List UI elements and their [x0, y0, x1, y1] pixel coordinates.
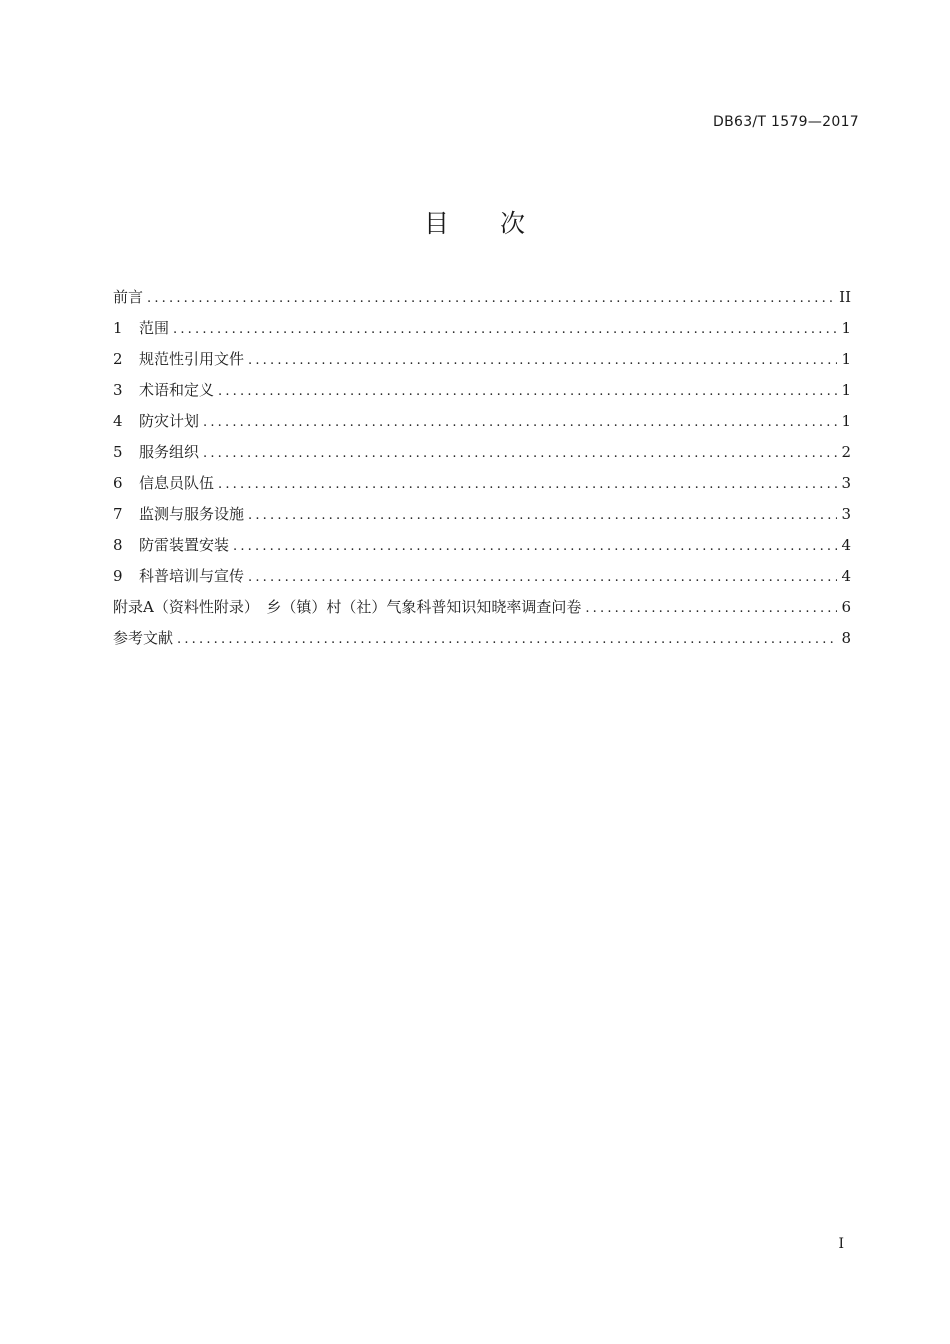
toc-entry-page: 6: [841, 598, 851, 616]
toc-entry-number: 8: [113, 536, 123, 554]
toc-entry-number: 4: [113, 412, 123, 430]
toc-entry-appendix-a[interactable]: [113, 596, 851, 627]
toc-entry-label: 前言: [113, 288, 144, 306]
toc-leader-dots: [203, 415, 837, 430]
toc-leader-dots: [177, 632, 837, 647]
toc-entry-page: II: [839, 288, 851, 306]
page-number: I: [838, 1236, 844, 1252]
toc-entry-label: 规范性引用文件: [139, 350, 245, 368]
toc-entry-label: 附录A（资料性附录） 乡（镇）村（社）气象科普知识知晓率调查问卷: [113, 598, 582, 616]
toc-entry-number: 9: [113, 567, 123, 585]
toc-entry-service-organization[interactable]: [113, 441, 851, 472]
toc-entry-label: 信息员队伍: [139, 474, 215, 492]
toc-leader-dots: [248, 353, 837, 368]
toc-leader-dots: [203, 446, 837, 461]
toc-entry-label: 科普培训与宣传: [139, 567, 245, 585]
toc-entry-number: 1: [113, 319, 123, 337]
toc-leader-dots: [218, 384, 837, 399]
toc-entry-monitoring-facilities[interactable]: [113, 503, 851, 534]
toc-entry-lightning-protection[interactable]: [113, 534, 851, 565]
toc-entry-page: 2: [841, 443, 851, 461]
toc-leader-dots: [585, 601, 837, 616]
toc-entry-normative-references[interactable]: [113, 348, 851, 379]
toc-leader-dots: [233, 539, 837, 554]
toc-entry-label: 防灾计划: [139, 412, 200, 430]
toc-entry-page: 4: [841, 567, 851, 585]
toc-entry-label: 范围: [139, 319, 170, 337]
toc-entry-label: 参考文献: [113, 629, 174, 647]
toc-entry-number: 2: [113, 350, 123, 368]
toc-entry-science-training[interactable]: [113, 565, 851, 596]
toc-entry-foreword[interactable]: [113, 286, 851, 317]
toc-entry-label: 术语和定义: [139, 381, 215, 399]
toc-title-char-2: 次: [500, 209, 527, 238]
toc-entry-scope[interactable]: [113, 317, 851, 348]
toc-entry-informant-team[interactable]: [113, 472, 851, 503]
toc-entry-label: 防雷装置安装: [139, 536, 230, 554]
toc-entry-number: 6: [113, 474, 123, 492]
toc-leader-dots: [248, 570, 837, 585]
toc-leader-dots: [248, 508, 837, 523]
toc-entry-number: 5: [113, 443, 123, 461]
toc-entry-number: 7: [113, 505, 123, 523]
toc-entry-page: 1: [841, 350, 851, 368]
document-code: DB63/T 1579—2017: [713, 114, 859, 130]
toc-entry-page: 1: [841, 381, 851, 399]
toc-entry-page: 4: [841, 536, 851, 554]
toc-entry-page: 1: [841, 412, 851, 430]
toc-leader-dots: [218, 477, 837, 492]
toc-entry-disaster-plan[interactable]: [113, 410, 851, 441]
toc-leader-dots: [173, 322, 837, 337]
toc-leader-dots: [147, 291, 835, 306]
toc-entry-label: 监测与服务设施: [139, 505, 245, 523]
toc-entry-page: 8: [841, 629, 851, 647]
toc-entry-page: 1: [841, 319, 851, 337]
toc-entry-number: 3: [113, 381, 123, 399]
toc-entry-label: 服务组织: [139, 443, 200, 461]
toc-entry-page: 3: [841, 505, 851, 523]
toc-entry-page: 3: [841, 474, 851, 492]
toc-list: [113, 286, 851, 658]
toc-title-char-1: 目: [423, 209, 450, 238]
toc-entry-terms-definitions[interactable]: [113, 379, 851, 410]
toc-title: [0, 204, 950, 240]
toc-entry-bibliography[interactable]: [113, 627, 851, 658]
